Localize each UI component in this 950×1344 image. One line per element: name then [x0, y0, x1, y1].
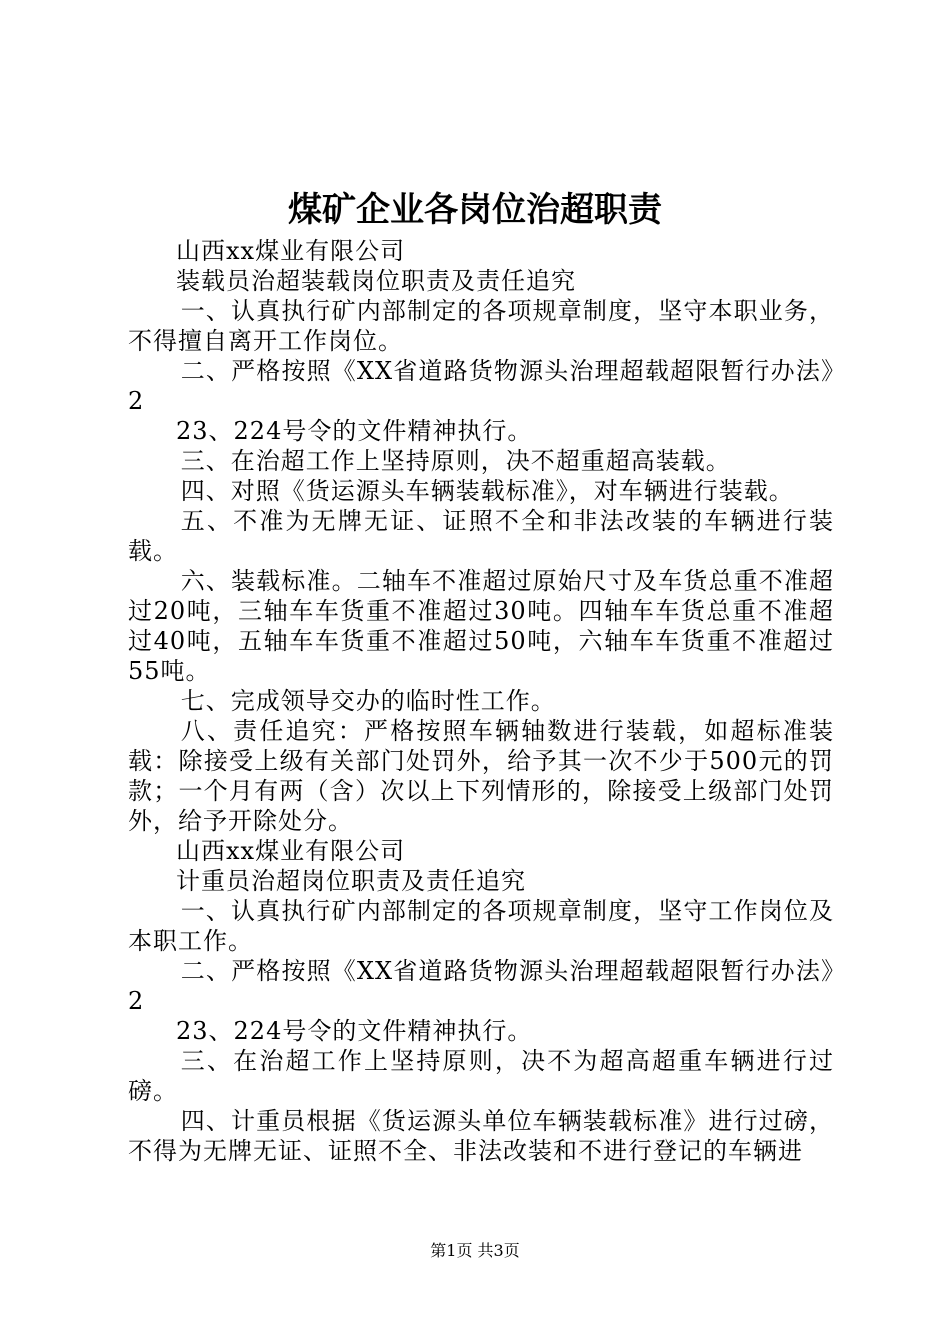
paragraph: 三、在治超工作上坚持原则，决不为超高超重车辆进行过磅。 [128, 1047, 834, 1105]
paragraph: 四、对照《货运源头车辆装载标准》，对车辆进行装载。 [180, 477, 794, 505]
document-body [128, 236, 834, 1166]
document-title: 煤矿企业各岗位治超职责 [288, 190, 662, 230]
paragraph: 计重员治超岗位职责及责任追究 [176, 867, 526, 895]
paragraph: 23、224号令的文件精神执行。 [176, 1017, 533, 1045]
paragraph: 四、计重员根据《货运源头单位车辆装载标准》进行过磅，不得为无牌无证、证照不全、非法改装和不进行登记的车辆进 [128, 1107, 834, 1165]
paragraph: 山西xx煤业有限公司 [176, 837, 406, 865]
paragraph: 23、224号令的文件精神执行。 [176, 417, 533, 445]
paragraph: 六、装载标准。二轴车不准超过原始尺寸及车货总重不准超过20吨，三轴车车货重不准超过30吨。四轴车车货总重不准超过40吨，五轴车车货重不准超过50吨，六轴车车货重不准超过55吨。 [128, 567, 834, 685]
paragraph: 一、认真执行矿内部制定的各项规章制度，坚守本职业务，不得擅自离开工作岗位。 [128, 297, 834, 355]
paragraph: 二、严格按照《XX省道路货物源头治理超载超限暂行办法》2 [128, 957, 834, 1015]
paragraph: 三、在治超工作上坚持原则，决不超重超高装载。 [180, 447, 731, 475]
paragraph: 一、认真执行矿内部制定的各项规章制度，坚守工作岗位及本职工作。 [128, 897, 834, 955]
paragraph: 装载员治超装载岗位职责及责任追究 [176, 267, 576, 295]
paragraph: 山西xx煤业有限公司 [176, 237, 406, 265]
paragraph: 八、责任追究：严格按照车辆轴数进行装载，如超标准装载：除接受上级有关部门处罚外，给予其一次不少于500元的罚款；一个月有两（含）次以上下列情形的，除接受上级部门处罚外，给予开除处分。 [128, 717, 834, 835]
page-footer: 第1页 共3页 [430, 1241, 520, 1260]
paragraph: 七、完成领导交办的临时性工作。 [180, 687, 556, 715]
paragraph: 二、严格按照《XX省道路货物源头治理超载超限暂行办法》2 [128, 357, 834, 415]
paragraph: 五、不准为无牌无证、证照不全和非法改装的车辆进行装载。 [128, 507, 834, 565]
